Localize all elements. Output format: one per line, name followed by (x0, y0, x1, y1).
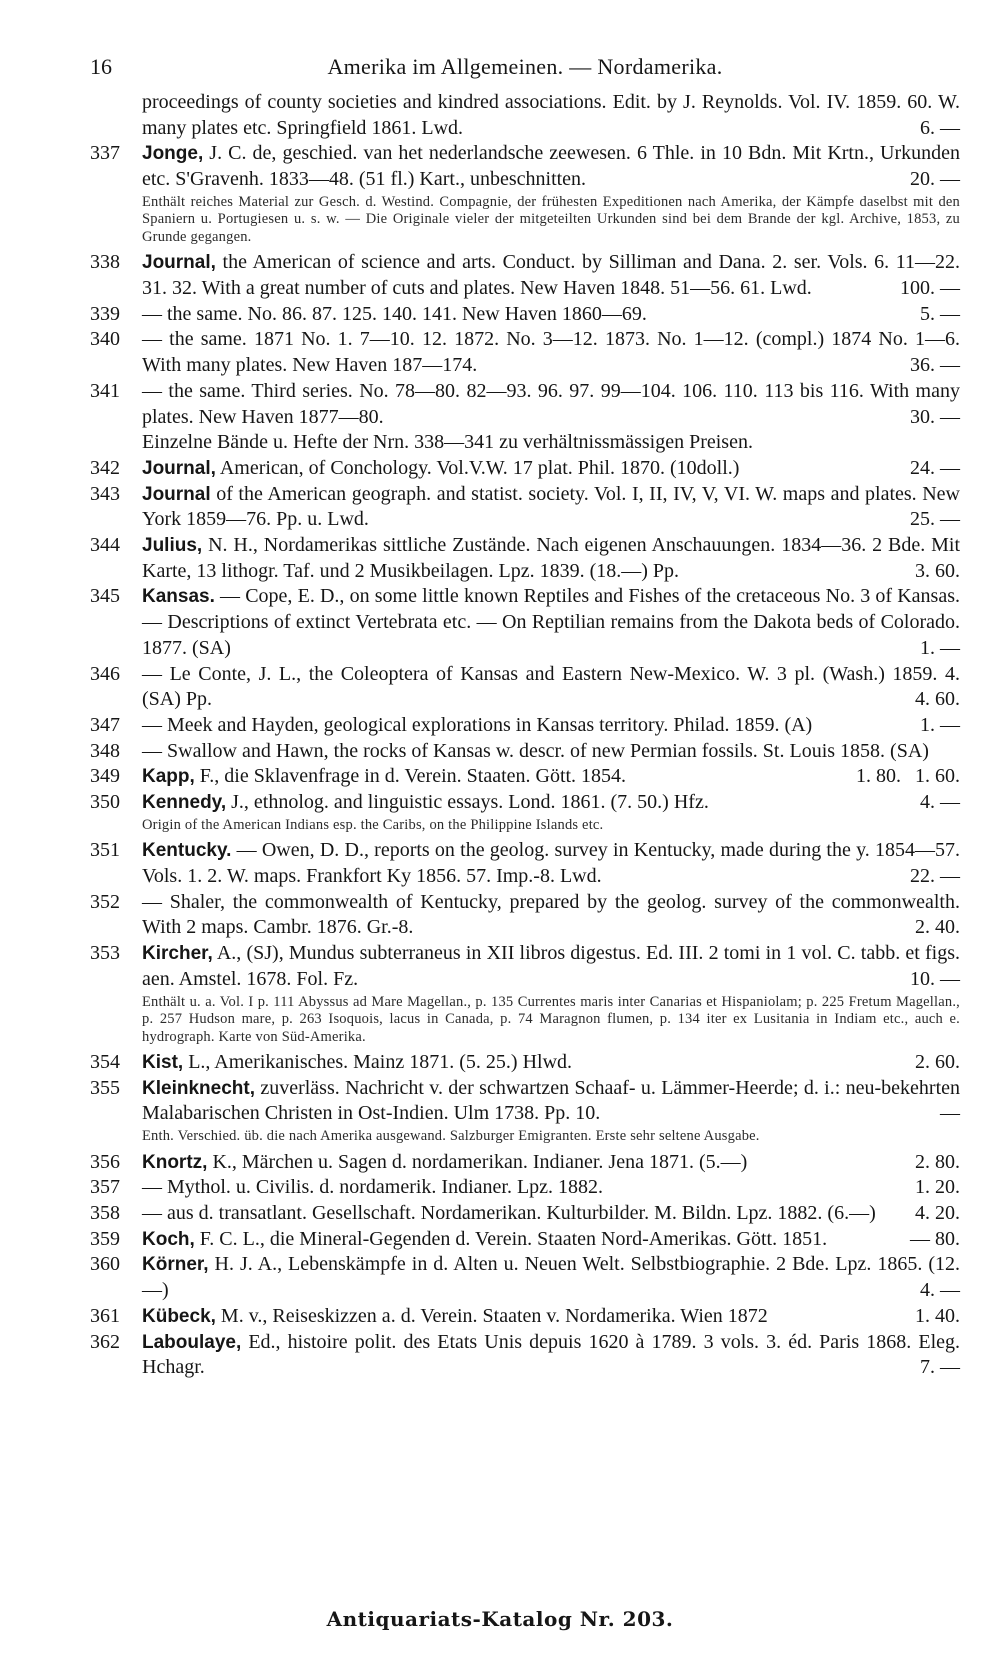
entry-description: of the American geograph. and statist. society. Vol. I, II, IV, V, VI. W. maps and plates. New York 1859—76. Pp. u. Lwd. (142, 482, 961, 531)
entry-description: — the same. 1871 No. 1. 7—10. 12. 1872. No. 3—12. 1873. No. 1—12. (compl.) 1874 No. 1—6. With many plates. New Haven 187—174. (142, 328, 960, 377)
entry-heading: Journal, (142, 252, 216, 274)
entry-price: 36. — (910, 354, 960, 377)
entry-text (142, 662, 960, 713)
entry-text (142, 1304, 960, 1330)
entry-number: 348 (90, 739, 120, 762)
entry-number: 345 (90, 585, 120, 608)
catalog-entry (90, 327, 960, 378)
entry-price: 2. 40. (915, 916, 960, 939)
catalog-entry (90, 430, 960, 456)
entry-number: 342 (90, 456, 120, 479)
entry-price: 3. 60. (915, 559, 960, 582)
entry-heading: Kircher, (142, 943, 213, 965)
entry-heading: Laboulaye, (142, 1331, 242, 1353)
entry-text (142, 890, 960, 941)
entry-price: 1. 60. (915, 765, 960, 788)
catalog-entry (90, 1175, 960, 1201)
entry-number: 352 (90, 890, 120, 913)
page-header (90, 46, 960, 86)
entry-number: 344 (90, 534, 120, 557)
entry-heading: Jonge, (142, 143, 204, 165)
entry-text (142, 790, 960, 816)
entry-text (142, 764, 960, 790)
catalog-entry (90, 838, 960, 889)
entry-description: — the same. No. 86. 87. 125. 140. 141. New Haven 1860—69. (142, 302, 647, 325)
entry-price: 1. 80. (856, 765, 901, 788)
catalog-entry (90, 533, 960, 584)
entry-text (142, 1150, 960, 1176)
entry-price: 24. — (910, 456, 960, 479)
entry-heading: Kentucky. (142, 840, 232, 862)
entry-note: Enth. Verschied. üb. die nach Amerika ausgewand. Salzburger Emigranten. Erste sehr seltene Ausgabe. (142, 1128, 760, 1145)
page-title: Amerika im Allgemeinen. — Nordamerika. (327, 54, 723, 79)
entry-description: L., Amerikanisches. Mainz 1871. (5. 25.) Hlwd. (188, 1051, 573, 1073)
entry-text (142, 1227, 960, 1253)
entry-text (142, 302, 960, 328)
entry-number: 343 (90, 482, 120, 505)
entry-description: — Cope, E. D., on some little known Reptiles and Fishes of the cretaceous No. 3 of Kansas. — Descriptions of extinct Vertebrata etc. — On Reptilian remains from the Dakota beds of Colorado. 1877. (SA) (142, 585, 960, 659)
entry-description: — Owen, D. D., reports on the geolog. survey in Kentucky, made during the y. 1854—57. Vols. 1. 2. W. maps. Frankfort Ky 1856. 57. Imp.-8. Lwd. (142, 839, 960, 887)
entry-text (142, 1175, 960, 1201)
catalog-footer: Antiquariats-Katalog Nr. 203. (326, 1607, 674, 1631)
catalog-entry (90, 1304, 960, 1330)
entry-note: Origin of the American Indians esp. the Caribs, on the Philippine Islands etc. (142, 816, 604, 833)
entry-text (142, 456, 960, 482)
entry-price: — (940, 1102, 960, 1125)
entry-description: M. v., Reiseskizzen a. d. Verein. Staaten v. Nordamerika. Wien 1872 (220, 1304, 768, 1327)
entry-heading: Journal (142, 483, 211, 505)
catalog-entry (90, 1252, 960, 1303)
entry-description: — the same. Third series. No. 78—80. 82—93. 96. 97. 99—104. 106. 110. 113 bis 116. With many plates. New Haven 1877—80. (142, 379, 960, 428)
entry-description: zuverläss. Nachricht v. der schwartzen Schaaf- u. Lämmer-Heerde; d. i.: neu-bekehrten Malabarischen Christen in Ost-Indien. Ulm 1738. Pp. 10. (142, 1076, 960, 1125)
entry-price: 6. — (920, 116, 960, 139)
entry-note: Enthält u. a. Vol. I p. 111 Abyssus ad Mare Magellan., p. 135 Currentes maris inter Canarias et Hispaniolam; p. 225 Fretum Magellan., p. 257 Hudson mare, p. 263 Isoquois, lacus in Canada, p. 74 Maragnon flumen, p. 134 iter ex Lusitania in Indiam etc., auch e. hydrograph. Karte von Süd-Amerika. (142, 993, 960, 1045)
entry-description: J. C. de, geschied. van het nederlandsche zeewesen. 6 Thle. in 10 Bdn. Mit Krtn., Urkunden etc. S'Gravenh. 1833—48. (51 fl.) Kart., unbeschnitten. (142, 142, 961, 191)
entry-number: 355 (90, 1076, 120, 1099)
entry-price: 100. — (900, 277, 960, 300)
entry-heading: Kennedy, (142, 792, 227, 814)
catalog-entry (90, 1330, 960, 1381)
entry-description: K., Märchen u. Sagen d. nordamerikan. Indianer. Jena 1871. (5.—) (212, 1150, 748, 1173)
entry-description: J., ethnolog. and linguistic essays. Lond. 1861. (7. 50.) Hfz. (231, 791, 709, 814)
entry-text (142, 1330, 960, 1381)
entry-number: 356 (90, 1150, 120, 1173)
entry-heading: Kist, (142, 1052, 184, 1073)
entry-number: 353 (90, 942, 120, 965)
entry-description: Ed., histoire polit. des Etats Unis depuis 1620 à 1789. 3 vols. 3. éd. Paris 1868. Eleg. Hchagr. (142, 1330, 960, 1379)
entry-text (142, 584, 960, 661)
entry-text (142, 482, 960, 533)
entry-description: — Shaler, the commonwealth of Kentucky, prepared by the geolog. survey of the commonwealth. With 2 maps. Cambr. 1876. Gr.-8. (142, 890, 960, 939)
entry-price: 1. 20. (915, 1176, 960, 1199)
catalog-entry (90, 141, 960, 246)
entry-text (142, 1201, 960, 1227)
entry-price: 4. 20. (915, 1202, 960, 1225)
entry-description: F. C. L., die Mineral-Gegenden d. Verein. Staaten Nord-Amerikas. Gött. 1851. (199, 1227, 828, 1250)
entry-price: 4. — (920, 1279, 960, 1302)
entry-price: 2. 80. (915, 1150, 960, 1173)
entry-number: 340 (90, 328, 120, 351)
entry-description: American, of Conchology. Vol.V.W. 17 plat. Phil. 1870. (10doll.) (219, 456, 740, 479)
entry-text (142, 250, 960, 301)
entry-number: 362 (90, 1330, 120, 1353)
entry-heading: Kapp, (142, 766, 195, 788)
entry-price: 5. — (920, 302, 960, 325)
entry-price: 1. — (920, 713, 960, 736)
catalog-entry (90, 90, 960, 141)
entry-number: 337 (90, 142, 120, 165)
entry-number: 341 (90, 379, 120, 402)
catalog-entry (90, 302, 960, 328)
entry-price: 7. — (920, 1356, 960, 1379)
catalog-entry (90, 1227, 960, 1253)
entry-number: 350 (90, 791, 120, 814)
entry-description: F., die Sklavenfrage in d. Verein. Staaten. Gött. 1854. (199, 765, 627, 788)
entry-number: 357 (90, 1176, 120, 1199)
entry-description: — Mythol. u. Civilis. d. nordamerik. Indianer. Lpz. 1882. (142, 1176, 604, 1199)
entry-text (142, 533, 960, 584)
entry-description: Einzelne Bände u. Hefte der Nrn. 338—341 zu verhältnissmässigen Preisen. (142, 431, 753, 454)
entry-text (142, 1252, 960, 1303)
entry-text (142, 430, 960, 456)
entry-price: 22. — (910, 864, 960, 887)
entry-note: Enthält reiches Material zur Gesch. d. Westind. Compagnie, der frühesten Expeditionen nach Amerika, der Kämpfe daselbst mit den Spaniern u. Portugiesen u. s. w. — Die Originale vieler der mitgeteilten Urkunden sind bei dem Brande der kgl. Archive, 1853, zu Grunde gegangen. (142, 193, 960, 245)
entry-heading: Julius, (142, 535, 203, 557)
entry-number: 339 (90, 302, 120, 325)
catalog-entry (90, 1076, 960, 1146)
entry-number: 338 (90, 251, 120, 274)
page-number: 16 (90, 54, 112, 79)
entry-price: 4. — (920, 791, 960, 814)
entry-price: — 80. (910, 1227, 960, 1250)
entry-description: A., (SJ), Mundus subterraneus in XII libros digestus. Ed. III. 2 tomi in 1 vol. C. tabb. et figs. aen. Amstel. 1678. Fol. Fz. (142, 942, 960, 990)
entry-text (142, 327, 960, 378)
entry-number: 358 (90, 1202, 120, 1225)
entry-number: 351 (90, 839, 120, 862)
entry-price: 1. — (920, 636, 960, 659)
entry-description: the American of science and arts. Conduct. by Silliman and Dana. 2. ser. Vols. 6. 11—22. 31. 32. With a great number of cuts and plates. New Haven 1848. 51—56. 61. Lwd. (142, 251, 961, 300)
catalog-entry (90, 379, 960, 430)
entry-description: — Le Conte, J. L., the Coleoptera of Kansas and Eastern New-Mexico. W. 3 pl. (Wash.) 1859. 4. (SA) Pp. (142, 662, 960, 711)
entry-text (142, 1076, 960, 1127)
entry-text (142, 838, 960, 889)
catalog-entry (90, 890, 960, 941)
entry-heading: Körner, (142, 1254, 209, 1276)
entry-price: 2. 60. (915, 1051, 960, 1073)
entry-heading: Kübeck, (142, 1305, 216, 1327)
entry-heading: Kansas. (142, 586, 215, 608)
entry-text (142, 90, 960, 141)
catalog-entry (90, 584, 960, 661)
entry-number: 360 (90, 1253, 120, 1276)
entry-description: H. J. A., Lebenskämpfe in d. Alten u. Neuen Welt. Selbstbiographie. 2 Bde. Lpz. 1865. (12.—) (142, 1253, 960, 1302)
catalog-entry (90, 713, 960, 739)
entry-heading: Journal, (142, 457, 216, 479)
entry-price: 20. — (910, 168, 960, 191)
entry-description: proceedings of county societies and kindred associations. Edit. by J. Reynolds. Vol. IV. 1859. 60. W. many plates etc. Springfield 1861. Lwd. (142, 91, 960, 139)
catalog-entries (90, 90, 960, 1381)
entry-number: 346 (90, 662, 120, 685)
entry-text (142, 1050, 960, 1076)
entry-description: — Swallow and Hawn, the rocks of Kansas w. descr. of new Permian fossils. St. Louis 1858. (SA) (142, 739, 929, 762)
entry-number: 347 (90, 713, 120, 736)
entry-price: 1. 40. (915, 1304, 960, 1327)
catalog-entry (90, 764, 960, 790)
entry-price: 4. 60. (915, 688, 960, 711)
catalog-entry (90, 456, 960, 482)
entry-heading: Koch, (142, 1228, 195, 1250)
entry-text (142, 941, 960, 992)
entry-heading: Knortz, (142, 1151, 208, 1173)
entry-number: 361 (90, 1304, 120, 1327)
catalog-entry (90, 941, 960, 1046)
catalog-entry (90, 662, 960, 713)
entry-price: 25. — (910, 508, 960, 531)
entry-heading: Kleinknecht, (142, 1077, 255, 1099)
entry-text (142, 379, 960, 430)
catalog-entry (90, 790, 960, 834)
catalog-entry (90, 1201, 960, 1227)
entry-price: 10. — (910, 967, 960, 990)
entry-description: — aus d. transatlant. Gesellschaft. Nordamerikan. Kulturbilder. M. Bildn. Lpz. 1882. (6.—) (142, 1202, 876, 1225)
entry-text (142, 141, 960, 192)
catalog-entry (90, 250, 960, 301)
entry-description: — Meek and Hayden, geological explorations in Kansas territory. Philad. 1859. (A) (142, 713, 813, 736)
entry-text (142, 713, 960, 739)
catalog-entry (90, 1050, 960, 1076)
entry-price: 30. — (910, 405, 960, 428)
entry-number: 359 (90, 1227, 120, 1250)
entry-number: 349 (90, 765, 120, 788)
catalog-entry (90, 482, 960, 533)
entry-number: 354 (90, 1051, 120, 1073)
catalog-entry (90, 1150, 960, 1176)
entry-description: N. H., Nordamerikas sittliche Zustände. Nach eigenen Anschauungen. 1834—36. 2 Bde. Mit Karte, 13 lithogr. Taf. und 2 Musikbeilagen. Lpz. 1839. (18.—) Pp. (142, 534, 961, 582)
